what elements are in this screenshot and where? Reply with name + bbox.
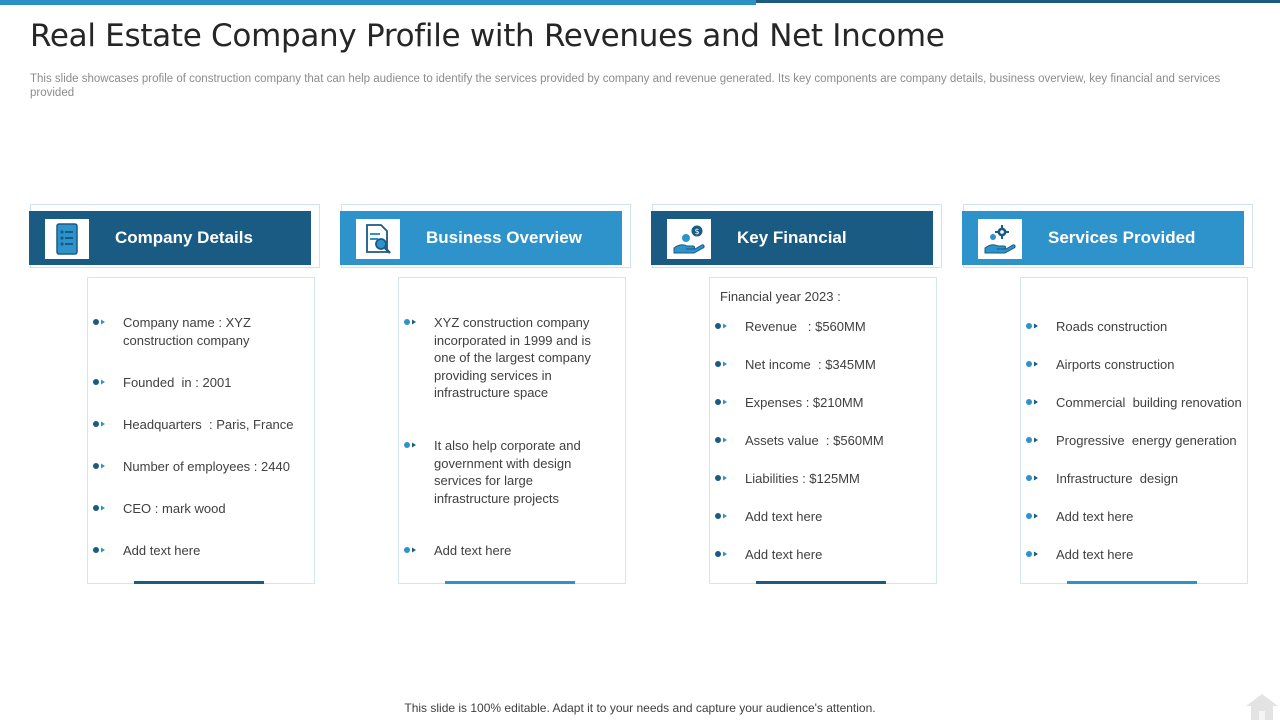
item-text: Add text here bbox=[1056, 509, 1134, 524]
item-text: Number of employees : 2440 bbox=[123, 459, 290, 474]
bullet-icon bbox=[714, 321, 728, 331]
bullet-icon bbox=[714, 511, 728, 521]
hand-gear-icon bbox=[978, 219, 1022, 259]
item-text: Roads construction bbox=[1056, 319, 1168, 334]
top-accent-highlight bbox=[0, 0, 756, 5]
item-text: Liabilities : $125MM bbox=[745, 471, 860, 486]
card-body bbox=[1020, 277, 1248, 584]
item-text: Founded in : 2001 bbox=[123, 375, 232, 390]
item-text: Add text here bbox=[123, 543, 201, 558]
card-title: Key Financial bbox=[737, 228, 847, 247]
bullet-icon bbox=[1025, 435, 1039, 445]
card-footer-bar bbox=[134, 581, 264, 584]
item-text: Revenue : $560MM bbox=[745, 319, 866, 334]
item-text: Net income : $345MM bbox=[745, 357, 876, 372]
card-company-details bbox=[30, 204, 320, 594]
bullet-icon bbox=[92, 503, 106, 513]
card-title: Services Provided bbox=[1048, 228, 1196, 247]
bullet-icon bbox=[92, 317, 106, 327]
item-text: Add text here bbox=[1056, 547, 1134, 562]
page-title: Real Estate Company Profile with Revenues and Net Income bbox=[30, 18, 945, 54]
document-search-icon bbox=[356, 219, 400, 259]
home-icon[interactable] bbox=[1244, 692, 1280, 720]
card-header bbox=[962, 211, 1244, 265]
card-key-financial bbox=[652, 204, 942, 594]
financial-year-label: Financial year 2023 : bbox=[720, 289, 841, 304]
bullet-icon bbox=[92, 545, 106, 555]
card-header bbox=[651, 211, 933, 265]
item-text: Commercial building renovation bbox=[1056, 395, 1242, 410]
slide-footer-note: This slide is 100% editable. Adapt it to your needs and capture your audience's attention. bbox=[404, 701, 876, 715]
item-text: Infrastructure design bbox=[1056, 471, 1179, 486]
bullet-icon bbox=[92, 419, 106, 429]
card-body bbox=[87, 277, 315, 584]
item-text: XYZ construction company incorporated in 1999 and is one of the largest company providing services in infrastructure space bbox=[434, 315, 591, 400]
item-text: Assets value : $560MM bbox=[745, 433, 884, 448]
bullet-icon bbox=[403, 440, 417, 450]
bullet-icon bbox=[714, 549, 728, 559]
card-footer-bar bbox=[1067, 581, 1197, 584]
bullet-icon bbox=[1025, 397, 1039, 407]
svg-text:$: $ bbox=[694, 227, 700, 236]
item-text: Progressive energy generation bbox=[1056, 433, 1237, 448]
card-title: Business Overview bbox=[426, 228, 582, 247]
document-list-icon bbox=[45, 219, 89, 259]
bullet-icon bbox=[403, 317, 417, 327]
bullet-icon bbox=[714, 397, 728, 407]
item-text: Headquarters : Paris, France bbox=[123, 417, 294, 432]
card-body bbox=[709, 277, 937, 584]
bullet-icon bbox=[1025, 549, 1039, 559]
item-text: Add text here bbox=[434, 543, 512, 558]
item-text: CEO : mark wood bbox=[123, 501, 226, 516]
card-footer-bar bbox=[756, 581, 886, 584]
item-text: Airports construction bbox=[1056, 357, 1175, 372]
bullet-icon bbox=[714, 435, 728, 445]
card-services-provided bbox=[963, 204, 1253, 594]
item-text: It also help corporate and government with design services for large infrastructure projects bbox=[434, 438, 581, 506]
bullet-icon bbox=[92, 461, 106, 471]
bullet-icon bbox=[714, 359, 728, 369]
bullet-icon bbox=[92, 377, 106, 387]
bullet-icon bbox=[1025, 321, 1039, 331]
hand-coin-icon bbox=[667, 219, 711, 259]
card-body bbox=[398, 277, 626, 584]
bullet-icon bbox=[1025, 511, 1039, 521]
card-header bbox=[340, 211, 622, 265]
card-title: Company Details bbox=[115, 228, 253, 247]
page-subtitle: This slide showcases profile of construction company that can help audience to identify the services provided by company and revenue generated. Its key components are company details, business overview, key financial and services provided bbox=[30, 73, 1221, 99]
card-business-overview bbox=[341, 204, 631, 594]
item-text: Expenses : $210MM bbox=[745, 395, 864, 410]
item-text: Add text here bbox=[745, 547, 823, 562]
card-footer-bar bbox=[445, 581, 575, 584]
item-text: Add text here bbox=[745, 509, 823, 524]
bullet-icon bbox=[714, 473, 728, 483]
bullet-icon bbox=[403, 545, 417, 555]
bullet-icon bbox=[1025, 359, 1039, 369]
bullet-icon bbox=[1025, 473, 1039, 483]
item-text: Company name : XYZ construction company bbox=[123, 315, 251, 348]
card-header bbox=[29, 211, 311, 265]
